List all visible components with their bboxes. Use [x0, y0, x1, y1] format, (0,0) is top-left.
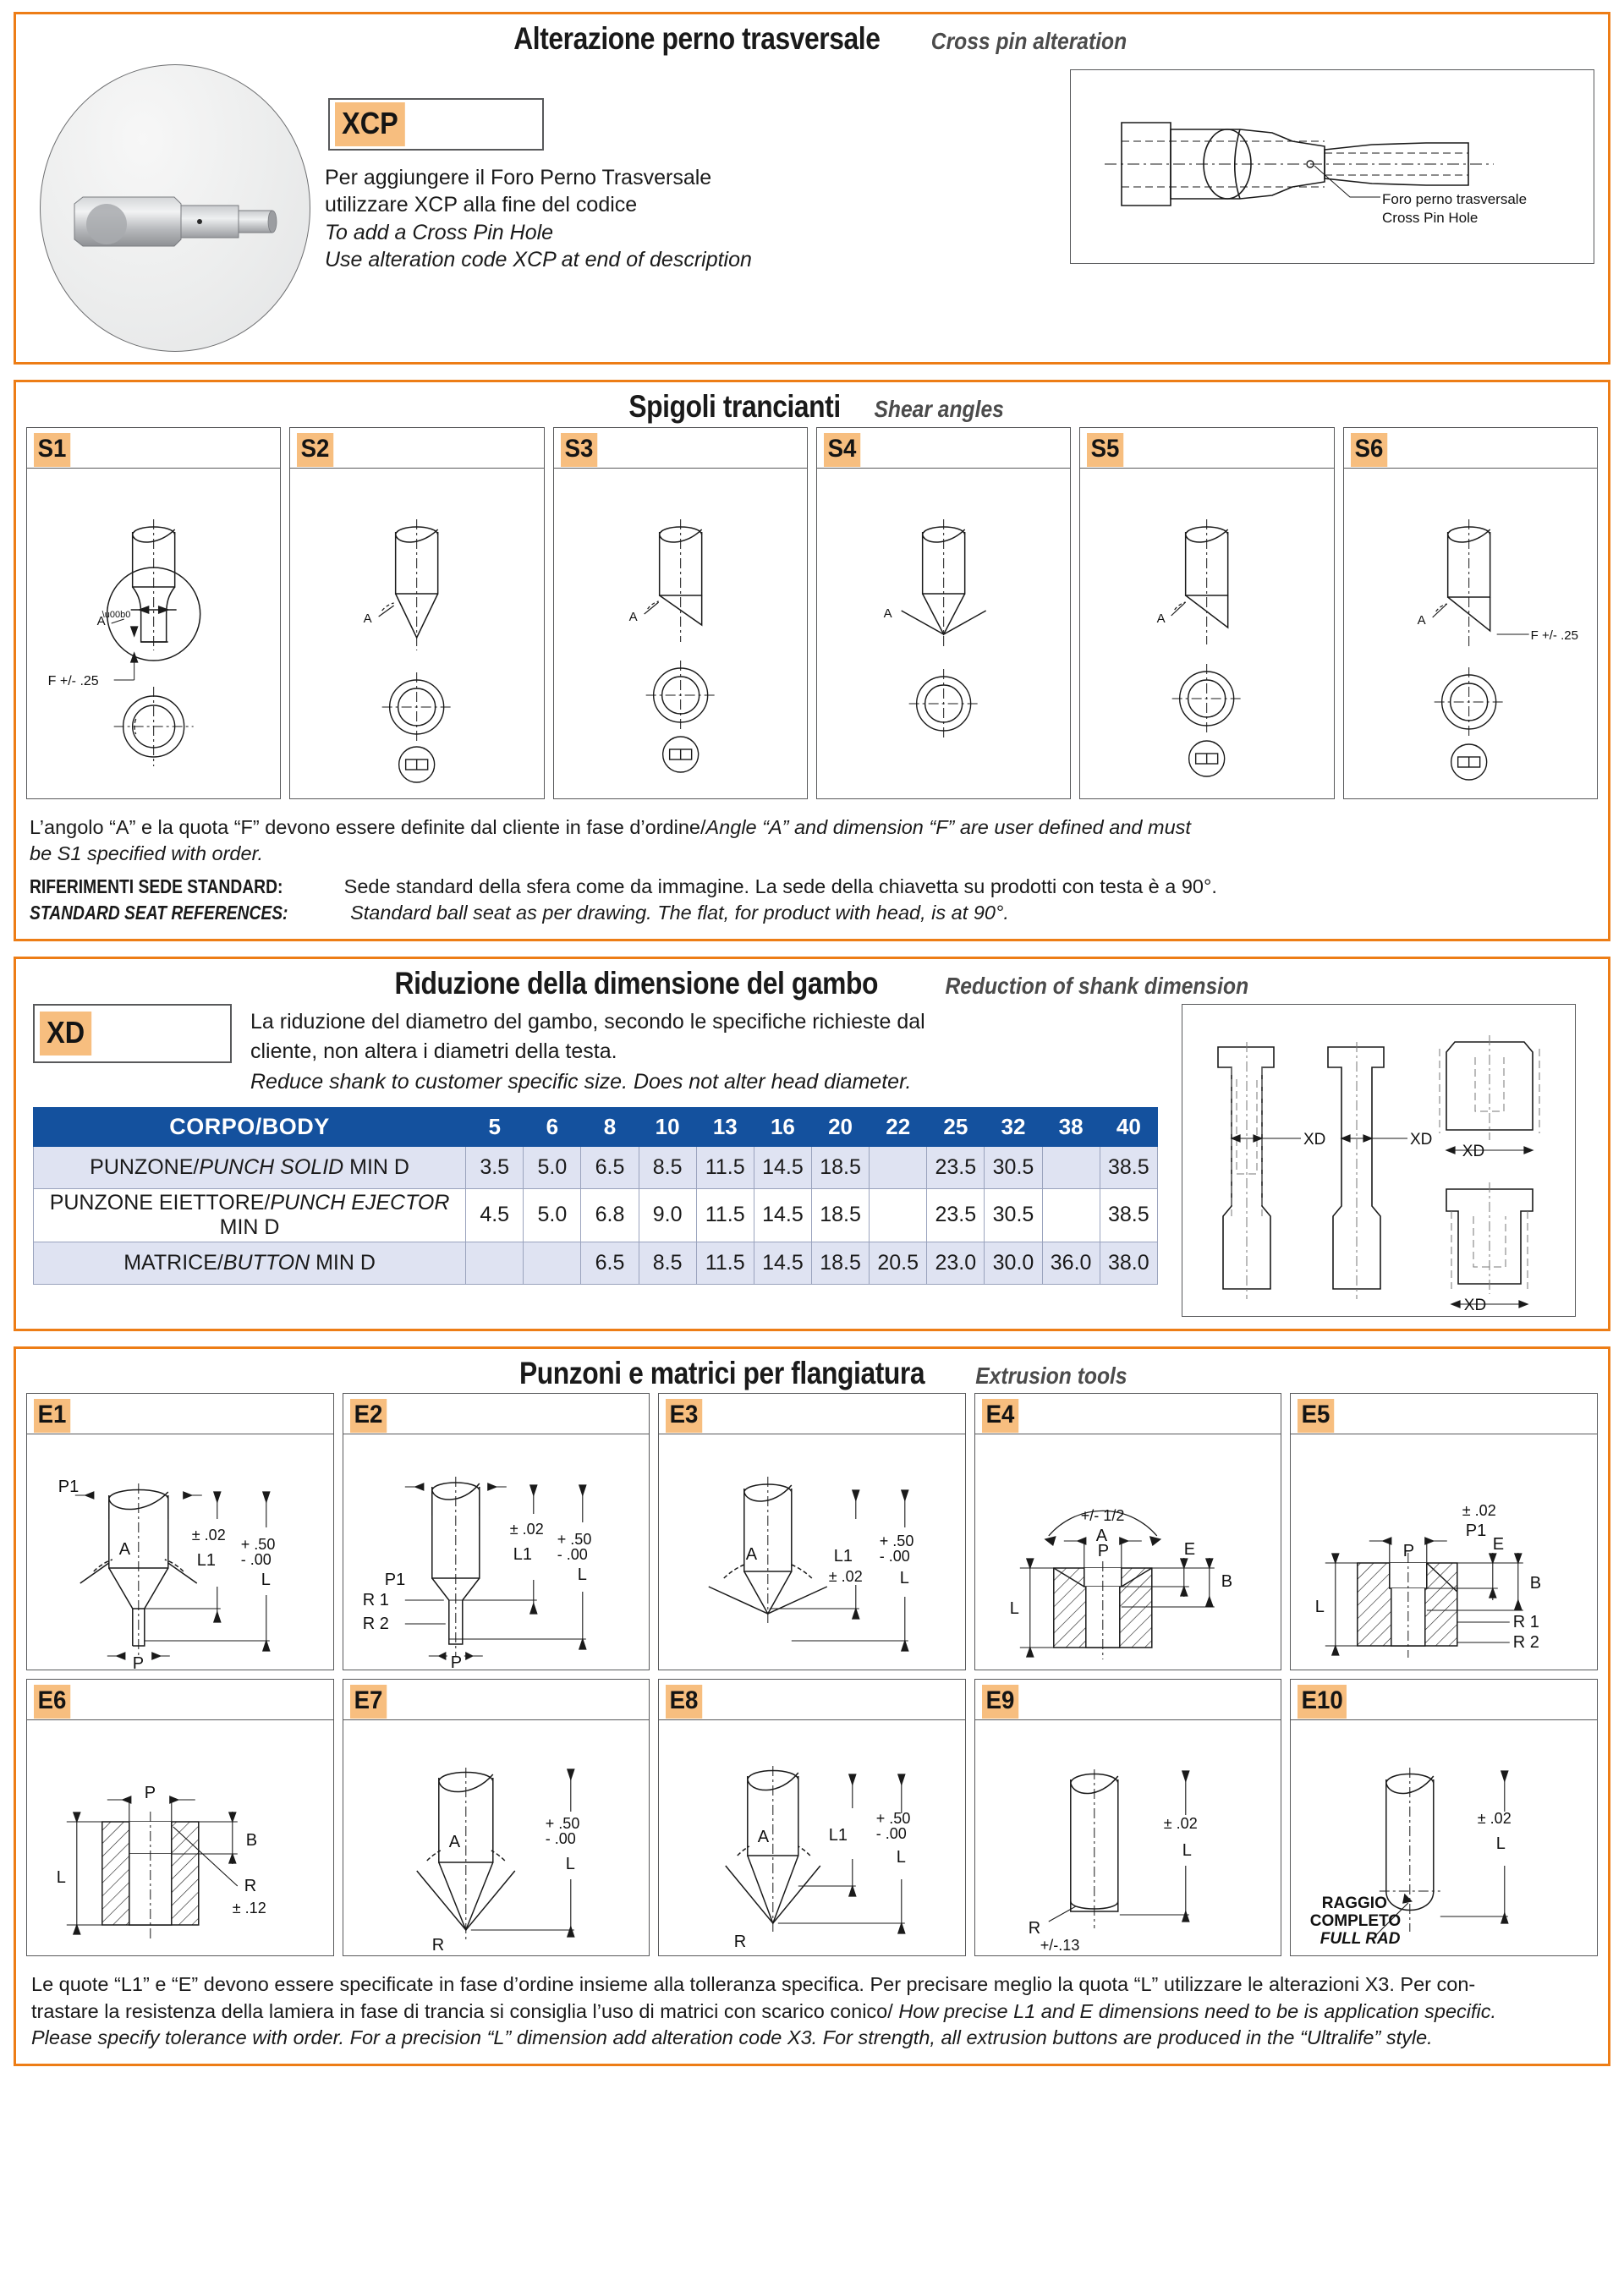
table-header-col-4: 13	[696, 1108, 754, 1147]
extrusion-code-chip: E2	[350, 1399, 387, 1433]
section-extrusion-tools	[14, 1346, 1610, 2066]
extrusion-code-chip: E8	[666, 1685, 702, 1719]
xd-label-3: XD	[1462, 1142, 1485, 1160]
label-tol-02: ± .02	[1163, 1815, 1198, 1833]
cell: 18.5	[811, 1189, 869, 1242]
xd-description-row	[26, 1004, 1168, 1098]
extrusion-foot-line-2	[31, 1999, 1593, 2025]
label-p1: P1	[58, 1478, 80, 1497]
label-r: R	[733, 1933, 747, 1952]
xd-label-1: XD	[1303, 1130, 1326, 1149]
label-l: L	[1009, 1599, 1019, 1619]
extrusion-foot-it: trastare la resistenza della lamiera in fase di trancia si consiglia l’uso di matrici con scarico conico/	[31, 1999, 899, 2022]
xcp-desc-en-line2: Use alteration code XCP at end of description	[325, 248, 752, 272]
label-p: P	[144, 1784, 156, 1803]
table-header-col-1: 6	[524, 1108, 581, 1147]
degree-mark: \u00b0	[102, 609, 131, 620]
label-tol-plus: + .50	[557, 1531, 591, 1549]
cell: 14.5	[754, 1189, 811, 1242]
label-a: A	[1095, 1527, 1107, 1546]
section-title-extrusion	[16, 1349, 1608, 1394]
extrusion-header-e8	[659, 1680, 965, 1720]
cell: 30.5	[985, 1189, 1042, 1242]
label-b: B	[1221, 1572, 1232, 1592]
extrusion-foot-line-1: Le quote “L1” e “E” devono essere specificate in fase d’ordine insieme alla tolleranza specifica. Per precisare meglio la quota “L” utilizzare le alterazioni X3. Per con-	[31, 1973, 1476, 1996]
row-label-punch-ejector: PUNZONE EIETTORE/PUNCH EJECTOR MIN D	[34, 1189, 466, 1242]
shear-cell-s3[interactable]	[553, 427, 808, 799]
label-r1: R 1	[362, 1591, 389, 1610]
label-l: L	[261, 1571, 271, 1590]
shear-code-chip: S3	[561, 433, 597, 467]
extrusion-drawing-e4	[975, 1434, 1281, 1670]
table-header-col-11: 40	[1100, 1108, 1157, 1147]
extrusion-header-e6	[27, 1680, 333, 1720]
xd-code-chip: XD	[40, 1012, 91, 1056]
extrusion-drawing-e10	[1291, 1720, 1597, 1955]
angle-label-a: A	[1417, 612, 1426, 628]
cell: 38.5	[1100, 1189, 1157, 1242]
shear-ref-it-line	[30, 874, 1594, 900]
extrusion-cell-e2[interactable]	[343, 1393, 650, 1670]
product-photo	[40, 64, 310, 352]
cross-pin-drawing-panel	[1070, 69, 1594, 264]
xd-description	[250, 1004, 925, 1098]
extrusion-cell-e1[interactable]	[26, 1393, 334, 1670]
extrusion-grid-row-2	[16, 1679, 1608, 1965]
cell: 6.8	[581, 1189, 639, 1242]
xcp-info-column	[325, 64, 1070, 274]
shear-note-line-2: be S1 specified with order.	[30, 842, 264, 864]
cross-pin-drawing	[1071, 70, 1594, 263]
row-label-punch-solid: PUNZONE/PUNCH SOLID MIN D	[34, 1147, 466, 1189]
shear-angle-grid	[16, 427, 1608, 806]
table-header-col-10: 38	[1042, 1108, 1100, 1147]
label-tol-12: ± .12	[232, 1900, 266, 1917]
shear-header-s5	[1080, 428, 1333, 469]
extrusion-cell-e9[interactable]	[974, 1679, 1282, 1956]
cell: 23.5	[927, 1147, 985, 1189]
punch-photo-illustration	[73, 192, 279, 251]
cell: 8.5	[639, 1147, 696, 1189]
cell: 38.0	[1100, 1242, 1157, 1284]
xd-drawing-panel	[1182, 1004, 1576, 1317]
extrusion-code-chip: E10	[1298, 1685, 1347, 1719]
label-e: E	[1183, 1540, 1195, 1560]
shear-code-chip: S6	[1351, 433, 1387, 467]
cell: 20.5	[870, 1242, 927, 1284]
extrusion-cell-e3[interactable]	[658, 1393, 966, 1670]
xcp-code-box	[328, 98, 544, 151]
cell: 5.0	[524, 1147, 581, 1189]
table-header-row	[34, 1108, 1158, 1147]
label-p: P	[1097, 1542, 1109, 1561]
shear-ref-en-label: STANDARD SEAT REFERENCES:	[30, 902, 288, 924]
shear-ref-en-line	[30, 900, 1594, 926]
label-b: B	[1530, 1574, 1542, 1593]
shear-drawing-s3	[554, 469, 807, 798]
label-p: P	[450, 1653, 462, 1670]
extrusion-drawing-e3	[659, 1434, 965, 1670]
table-row	[34, 1147, 1158, 1189]
cell: 30.5	[985, 1147, 1042, 1189]
label-e: E	[1493, 1535, 1505, 1555]
callout-label-en: Cross Pin Hole	[1382, 209, 1479, 226]
cell: 23.5	[927, 1189, 985, 1242]
label-tol-plus: + .50	[545, 1815, 579, 1833]
cell: 11.5	[696, 1189, 754, 1242]
section-title-english: Extrusion tools	[975, 1362, 1127, 1389]
cell	[1042, 1147, 1100, 1189]
section-title-italian: Riduzione della dimensione del gambo	[394, 965, 878, 1001]
shear-drawing-s2	[290, 469, 543, 798]
cell: 9.0	[639, 1189, 696, 1242]
shear-cell-s2[interactable]	[289, 427, 544, 799]
extrusion-cell-e5[interactable]	[1290, 1393, 1598, 1670]
extrusion-grid-row-1	[16, 1393, 1608, 1679]
cell: 18.5	[811, 1242, 869, 1284]
extrusion-foot-line-3	[31, 2025, 1593, 2051]
cell: 8.5	[639, 1242, 696, 1284]
shear-note-en: Angle “A” and dimension “F” are user defined and must	[705, 815, 1191, 838]
table-header-col-2: 8	[581, 1108, 639, 1147]
xcp-desc-it-line1: Per aggiungere il Foro Perno Trasversale	[325, 165, 712, 189]
label-tol-02: ± .02	[828, 1568, 863, 1586]
label-l1: L1	[196, 1551, 217, 1571]
shear-code-chip: S4	[824, 433, 860, 467]
extrusion-cell-e8[interactable]	[658, 1679, 966, 1956]
shear-code-chip: S5	[1087, 433, 1123, 467]
dimension-label-f: F +/- .25	[47, 673, 99, 688]
cell: 11.5	[696, 1147, 754, 1189]
shear-ref-it-label: RIFERIMENTI SEDE STANDARD:	[30, 875, 283, 898]
label-l: L	[899, 1569, 910, 1588]
cell: 14.5	[754, 1147, 811, 1189]
label-tol-minus: - .00	[545, 1830, 576, 1848]
extrusion-drawing-e9	[975, 1720, 1281, 1955]
extrusion-header-e2	[343, 1394, 650, 1434]
cell	[1042, 1189, 1100, 1242]
extrusion-drawing-e8	[659, 1720, 965, 1955]
cell: 11.5	[696, 1242, 754, 1284]
section-title-italian: Punzoni e matrici per flangiatura	[519, 1355, 925, 1390]
cell	[870, 1189, 927, 1242]
extrusion-drawing-e5	[1291, 1434, 1597, 1670]
label-p: P	[1403, 1542, 1415, 1561]
shear-cell-s5[interactable]	[1079, 427, 1334, 799]
cell: 6.5	[581, 1147, 639, 1189]
shear-header-s2	[290, 428, 543, 469]
dimension-label-f: F +/- .25	[1530, 628, 1578, 643]
label-l1: L1	[828, 1826, 848, 1845]
cell: 30.0	[985, 1242, 1042, 1284]
angle-label-a: A	[96, 613, 106, 628]
xd-desc-en: Reduce shank to customer specific size. Does not alter head diameter.	[250, 1069, 912, 1094]
shear-cell-s6[interactable]	[1343, 427, 1598, 799]
angle-label-a: A	[628, 609, 638, 624]
shear-ref-it-text: Sede standard della sfera come da immagine. La sede della chiavetta su prodotti con testa è a 90°.	[338, 875, 1217, 898]
section-title-italian: Alterazione perno trasversale	[513, 21, 881, 56]
label-tol-minus: - .00	[240, 1551, 272, 1569]
xd-label-4: XD	[1463, 1296, 1487, 1314]
shear-drawing-s5	[1080, 469, 1333, 798]
xd-desc-it-line1: La riduzione del diametro del gambo, secondo le specifiche richieste dal	[250, 1009, 925, 1034]
label-a: A	[118, 1540, 131, 1560]
cell: 4.5	[466, 1189, 524, 1242]
extrusion-header-e3	[659, 1394, 965, 1434]
xcp-code-chip: XCP	[335, 102, 405, 146]
label-tol-minus: - .00	[557, 1546, 588, 1564]
shear-drawing-s1	[27, 469, 280, 798]
shear-header-s1	[27, 428, 280, 469]
label-r: R	[244, 1877, 257, 1896]
label-tol-02: ± .02	[1462, 1502, 1497, 1520]
cell: 3.5	[466, 1147, 524, 1189]
label-r2: R 2	[362, 1615, 389, 1634]
shear-drawing-s6	[1344, 469, 1597, 798]
shear-code-chip: S2	[297, 433, 333, 467]
xd-drawing	[1182, 1005, 1575, 1316]
label-tol-minus: - .00	[875, 1825, 908, 1843]
table-header-body: CORPO/BODY	[34, 1108, 466, 1147]
label-p1: P1	[1466, 1522, 1487, 1541]
extrusion-drawing-e2	[343, 1434, 650, 1670]
shear-cell-s1[interactable]	[26, 427, 281, 799]
xd-label-2: XD	[1410, 1130, 1433, 1149]
label-b: B	[245, 1831, 258, 1851]
extrusion-code-chip: E1	[34, 1399, 70, 1433]
label-l: L	[56, 1868, 66, 1888]
label-l1: L1	[513, 1545, 532, 1565]
shank-dimension-table	[33, 1107, 1158, 1285]
shear-note-line-1	[30, 814, 1594, 841]
table-header-col-9: 32	[985, 1108, 1042, 1147]
section-title-english: Cross pin alteration	[930, 28, 1127, 54]
label-tol-02: ± .02	[1478, 1810, 1512, 1828]
extrusion-header-e4	[975, 1394, 1281, 1434]
label-a: A	[448, 1833, 460, 1852]
angle-label-a: A	[1156, 611, 1166, 626]
angle-label-a: A	[363, 611, 373, 626]
extrusion-cell-e10[interactable]	[1290, 1679, 1598, 1956]
extrusion-header-e10	[1291, 1680, 1597, 1720]
xcp-desc-en-line1: To add a Cross Pin Hole	[325, 220, 554, 244]
label-full-rad: FULL RAD	[1320, 1930, 1401, 1949]
table-row	[34, 1242, 1158, 1284]
extrusion-cell-e4[interactable]	[974, 1393, 1282, 1670]
label-p1: P1	[384, 1571, 405, 1590]
shear-header-s6	[1344, 428, 1597, 469]
row-label-button: MATRICE/BUTTON MIN D	[34, 1242, 466, 1284]
extrusion-code-chip: E4	[982, 1399, 1018, 1433]
label-tol-plus: + .50	[240, 1536, 276, 1554]
label-tol-13: +/-.13	[1040, 1937, 1080, 1955]
extrusion-drawing-e7	[343, 1720, 650, 1955]
cell: 18.5	[811, 1147, 869, 1189]
extrusion-code-chip: E3	[666, 1399, 702, 1433]
extrusion-cell-e6[interactable]	[26, 1679, 334, 1956]
table-header-col-3: 10	[639, 1108, 696, 1147]
shear-ref-en-text: Standard ball seat as per drawing. The flat, for product with head, is at 90°.	[344, 902, 1009, 924]
shear-code-chip: S1	[34, 433, 70, 467]
section-shank-reduction	[14, 957, 1610, 1331]
table-header-col-6: 20	[811, 1108, 869, 1147]
label-p: P	[132, 1654, 145, 1670]
section-title-italian: Spigoli trancianti	[628, 388, 841, 424]
extrusion-drawing-e6	[27, 1720, 333, 1955]
table-row	[34, 1189, 1158, 1242]
extrusion-header-e7	[343, 1680, 650, 1720]
cell	[870, 1147, 927, 1189]
shear-drawing-s4	[817, 469, 1070, 798]
label-r1: R 1	[1513, 1613, 1540, 1632]
label-completo: COMPLETO	[1310, 1912, 1402, 1931]
shear-note-it: L’angolo “A” e la quota “F” devono essere definite dal cliente in fase d’ordine/	[30, 815, 706, 838]
label-r: R	[431, 1936, 444, 1955]
extrusion-code-chip: E6	[34, 1685, 70, 1719]
shear-header-s4	[817, 428, 1070, 469]
label-r: R	[1028, 1919, 1041, 1938]
product-photo-wrapper	[25, 64, 325, 352]
label-tol-plus: + .50	[875, 1810, 911, 1828]
label-tol-plus: + .50	[879, 1533, 914, 1550]
extrusion-footnotes	[16, 1965, 1608, 2063]
section-title-cross-pin	[16, 14, 1608, 59]
callout-label-it: Foro perno trasversale	[1382, 190, 1528, 207]
shear-notes	[16, 806, 1608, 939]
label-l: L	[577, 1565, 587, 1585]
table-header-col-0: 5	[466, 1108, 524, 1147]
section-title-english: Shear angles	[874, 395, 1004, 422]
label-tol-minus: - .00	[879, 1548, 911, 1565]
section-cross-pin-alteration	[14, 12, 1610, 365]
extrusion-header-e5	[1291, 1394, 1597, 1434]
table-header-col-8: 25	[927, 1108, 985, 1147]
cell: 5.0	[524, 1189, 581, 1242]
extrusion-foot-en-2: Please specify tolerance with order. For a precision “L” dimension add alteration code X3. For strength, all extrusion buttons are produced in the “Ultralife” style.	[31, 2026, 1433, 2049]
extrusion-foot-en: How precise L1 and E dimensions need to be is application specific.	[898, 1999, 1497, 2022]
label-tol-02: ± .02	[509, 1521, 544, 1538]
extrusion-code-chip: E5	[1298, 1399, 1334, 1433]
label-l: L	[1315, 1598, 1325, 1617]
label-tol-02: ± .02	[191, 1527, 226, 1544]
extrusion-header-e9	[975, 1680, 1281, 1720]
label-r2: R 2	[1513, 1633, 1540, 1653]
shear-header-s3	[554, 428, 807, 469]
extrusion-header-e1	[27, 1394, 333, 1434]
cell: 23.0	[927, 1242, 985, 1284]
cell: 36.0	[1042, 1242, 1100, 1284]
cell: 38.5	[1100, 1147, 1157, 1189]
table-header-col-7: 22	[870, 1108, 927, 1147]
extrusion-code-chip: E9	[982, 1685, 1018, 1719]
xd-drawing-panel-wrapper	[1182, 1004, 1598, 1317]
table-header-col-5: 16	[754, 1108, 811, 1147]
xd-left-column	[26, 1004, 1168, 1285]
label-a: A	[757, 1828, 770, 1847]
cell	[524, 1242, 581, 1284]
xd-desc-it-line2: cliente, non altera i diametri della testa.	[250, 1039, 617, 1064]
xd-code-box	[33, 1004, 232, 1063]
label-tol-half: +/- 1/2	[1080, 1507, 1125, 1525]
section-title-english: Reduction of shank dimension	[945, 972, 1248, 999]
label-a: A	[745, 1545, 758, 1565]
label-l: L	[1496, 1834, 1506, 1854]
angle-label-a: A	[883, 606, 892, 621]
section-shear-angles	[14, 380, 1610, 941]
cell: 6.5	[581, 1242, 639, 1284]
label-l1: L1	[833, 1547, 853, 1566]
label-raggio: RAGGIO	[1322, 1894, 1388, 1913]
extrusion-drawing-e1	[27, 1434, 333, 1670]
extrusion-code-chip: E7	[350, 1685, 387, 1719]
cell: 14.5	[754, 1242, 811, 1284]
section-title-xd	[16, 959, 1608, 1004]
label-l: L	[896, 1848, 907, 1867]
label-l: L	[1182, 1841, 1192, 1861]
extrusion-cell-e7[interactable]	[343, 1679, 650, 1956]
cell	[466, 1242, 524, 1284]
shear-cell-s4[interactable]	[816, 427, 1071, 799]
label-l: L	[565, 1855, 575, 1874]
xcp-desc-it-line2: utilizzare XCP alla fine del codice	[325, 193, 638, 217]
section-title-shear	[16, 382, 1608, 427]
